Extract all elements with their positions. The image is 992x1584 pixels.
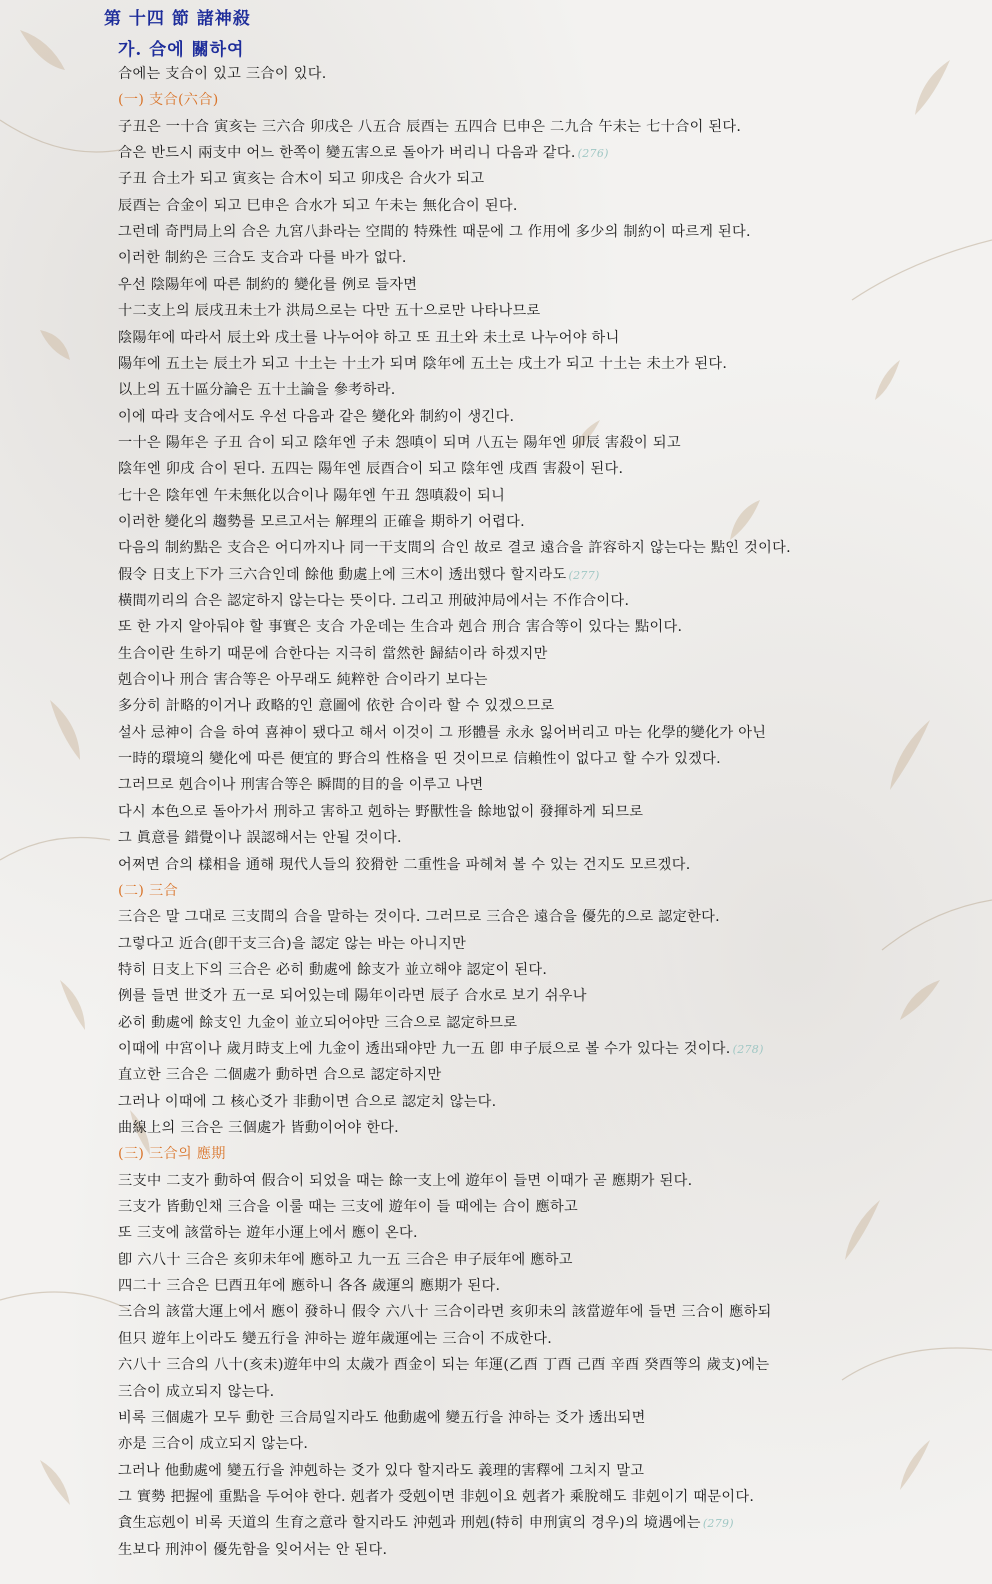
line-text: 必히 動處에 餘支인 九金이 並立되어야만 三合으로 認定하므로 — [118, 1014, 518, 1031]
text-line — [118, 1197, 578, 1217]
text-line — [118, 222, 751, 242]
subsection-title: 가. 合에 關하여 — [118, 40, 245, 60]
line-text: (二) 三合 — [118, 882, 178, 899]
text-line — [118, 354, 727, 374]
line-text: 十二支上의 辰戌丑未土가 洪局으로는 다만 五十으로만 나타나므로 — [118, 303, 541, 320]
text-line — [118, 670, 488, 690]
text-line — [118, 1408, 646, 1428]
footnote-marker[interactable]: (276) — [577, 147, 609, 161]
line-text: 三合의 該當大運上에서 應이 發하니 假令 六八十 三合이라면 亥卯未의 該當遊年에 들면 三合이 應하되 — [118, 1304, 772, 1321]
text-line — [118, 380, 396, 400]
line-text: 다음의 制約點은 支合은 어디까지나 同一干支間의 合인 故로 결코 遠合을 許容하지 않는다는 點인 것이다. — [118, 540, 791, 557]
line-text: 四二十 三合은 巳酉丑年에 應하니 各各 歲運의 應期가 된다. — [118, 1278, 501, 1295]
line-text: 그 實勢 把握에 重點을 두어야 한다. 剋者가 受剋이면 非剋이요 剋者가 乘脫해도 非剋이기 때문이다. — [118, 1488, 755, 1505]
line-text: 特히 日支上下의 三合은 必히 動處에 餘支가 並立해야 認定이 된다. — [118, 961, 548, 978]
text-line — [118, 855, 691, 875]
text-line — [118, 960, 547, 980]
line-text: 이러한 變化의 趨勢를 모르고서는 解理의 正確을 期하기 어렵다. — [118, 513, 525, 530]
section-heading — [118, 90, 219, 110]
line-text: 生보다 刑沖이 優先함을 잊어서는 안 된다. — [118, 1541, 388, 1558]
text-line — [118, 1039, 764, 1060]
text-line — [118, 749, 721, 769]
text-line — [118, 1065, 441, 1085]
text-line — [118, 696, 554, 716]
line-text: 生合이란 生하기 때문에 合한다는 지극히 當然한 歸結이라 하겠지만 — [118, 645, 548, 662]
footnote-marker[interactable]: (277) — [568, 568, 600, 582]
line-text: 다시 本色으로 돌아가서 刑하고 害하고 剋하는 野獸性을 餘地없이 發揮하게 되므로 — [118, 803, 644, 820]
line-text: 多分히 計略的이거나 政略的인 意圖에 依한 合이라 할 수 있겠으므로 — [118, 698, 555, 715]
text-line — [118, 248, 407, 268]
line-text: 그 眞意를 錯覺이나 誤認해서는 안될 것이다. — [118, 830, 402, 847]
text-line — [118, 907, 720, 927]
text-line — [118, 1092, 496, 1112]
text-line — [118, 1013, 517, 1033]
line-text: 그렇다고 近合(卽干支三合)을 認定 않는 바는 아니지만 — [118, 935, 467, 952]
text-line — [118, 1434, 308, 1454]
text-line — [118, 275, 417, 295]
text-line — [118, 1355, 769, 1375]
line-text: 또 三支에 該當하는 遊年小運上에서 應이 온다. — [118, 1225, 418, 1242]
line-text: 陰陽年에 따라서 辰土와 戌土를 나누어야 하고 또 丑土와 未土로 나누어야 하니 — [118, 329, 620, 346]
text-line — [118, 617, 682, 637]
line-text: 陰年엔 卯戌 合이 된다. 五四는 陽年엔 辰酉合이 되고 陰年엔 戌酉 害殺이 된다. — [118, 461, 624, 478]
line-text: 또 한 가지 알아둬야 할 事實은 支合 가운데는 生合과 剋合 刑合 害合等이 있다는 點이다. — [118, 619, 683, 636]
line-text: 橫間끼리의 合은 認定하지 않는다는 뜻이다. 그리고 刑破沖局에서는 不作合이다. — [118, 593, 630, 609]
section-heading — [118, 1144, 226, 1164]
line-text: 合은 반드시 兩支中 어느 한쪽이 變五害으로 돌아가 버리니 다음과 같다. — [118, 145, 576, 162]
text-line — [118, 538, 791, 558]
line-text: 그러나 이때에 그 核心爻가 非動이면 合으로 認定치 않는다. — [118, 1093, 497, 1110]
line-text: 이에 따라 支合에서도 우선 다음과 같은 變化와 制約이 생긴다. — [118, 408, 515, 425]
text-line — [118, 169, 484, 189]
text-line — [118, 117, 741, 137]
footnote-marker[interactable]: (279) — [702, 1517, 734, 1531]
line-text: 亦是 三合이 成立되지 않는다. — [118, 1436, 309, 1453]
line-text: 假令 日支上下가 三六合인데 餘他 動處上에 三木이 透出했다 할지라도 — [118, 566, 567, 583]
line-text: 비록 三個處가 모두 動한 三合局일지라도 他動處에 變五行을 沖하는 爻가 透出되면 — [118, 1409, 646, 1426]
line-text: 子丑 合土가 되고 寅亥는 合木이 되고 卯戌은 合火가 되고 — [118, 171, 485, 188]
line-text: 七十은 陰年엔 午未無化以合이나 陽年엔 午丑 怨嗔殺이 되니 — [118, 487, 506, 504]
text-line — [118, 1382, 274, 1402]
line-text: 卽 六八十 三合은 亥卯未年에 應하고 九一五 三合은 申子辰年에 應하고 — [118, 1251, 573, 1268]
text-line — [118, 644, 548, 664]
text-line — [118, 407, 514, 427]
text-line — [118, 565, 600, 586]
text-line — [118, 301, 540, 321]
text-line — [118, 1276, 500, 1296]
text-line — [118, 433, 681, 453]
line-text: 三合은 말 그대로 三支間의 合을 말하는 것이다. 그러므로 三合은 遠合을 優先的으로 認定한다. — [118, 909, 720, 926]
line-text: (一) 支合(六合) — [118, 92, 219, 109]
line-text: 一時的環境의 變化에 따른 便宜的 野合의 性格을 띤 것이므로 信賴性이 없다고 할 수가 있겠다. — [118, 751, 721, 768]
text-line — [118, 1487, 754, 1507]
line-text: 以上의 五十區分論은 五十土論을 參考하라. — [118, 382, 396, 399]
text-line — [118, 986, 587, 1006]
line-text: 曲線上의 三合은 三個處가 皆動이어야 한다. — [118, 1120, 399, 1136]
text-line — [118, 1118, 399, 1138]
line-text: (三) 三合의 應期 — [118, 1146, 226, 1163]
text-line — [118, 328, 620, 348]
section-title: 第 十四 節 諸神殺 — [104, 9, 251, 29]
line-text: 三支가 皆動인채 三合을 이룰 때는 三支에 遊年이 들 때에는 合이 應하고 — [118, 1199, 579, 1216]
footnote-marker[interactable]: (278) — [732, 1042, 764, 1056]
text-line — [118, 1329, 552, 1349]
line-text: 一十은 陽年은 子丑 合이 되고 陰年엔 子未 怨嗔이 되며 八五는 陽年엔 卯辰 害殺이 되고 — [118, 434, 681, 451]
line-text: 六八十 三合의 八十(亥未)遊年中의 太歲가 酉金이 되는 年運(乙酉 丁酉 己酉 辛酉 癸酉等의 歲支)에는 — [118, 1357, 770, 1374]
text-line — [118, 143, 609, 164]
line-text: 但只 遊年上이라도 變五行을 沖하는 遊年歲運에는 三合이 不成한다. — [118, 1330, 553, 1347]
text-line — [118, 1302, 772, 1322]
line-text: 그러므로 剋合이나 刑害合等은 瞬間的目的을 이루고 나면 — [118, 777, 484, 794]
section-heading — [118, 881, 178, 901]
text-line — [118, 1171, 692, 1191]
text-line — [118, 723, 766, 743]
line-text: 어쩌면 合의 樣相을 通해 現代人들의 狡猾한 二重性을 파헤쳐 볼 수 있는 건지도 모르겠다. — [118, 856, 691, 873]
text-line — [118, 1250, 573, 1270]
line-text: 貪生忘剋이 비록 天道의 生育之意라 할지라도 沖剋과 刑剋(特히 申刑寅의 경우)의 境遇에는 — [118, 1515, 701, 1532]
line-text: 三支中 二支가 動하여 假合이 되었을 때는 餘一支上에 遊年이 들면 이때가 곧 應期가 된다. — [118, 1172, 693, 1189]
text-line — [118, 486, 505, 506]
line-text: 이러한 制約은 三合도 支合과 다를 바가 없다. — [118, 250, 407, 267]
line-text: 陽年에 五土는 辰土가 되고 十土는 十土가 되며 陰年에 五土는 戌土가 되고 十土는 未土가 된다. — [118, 355, 728, 372]
line-text: 설사 忌神이 合을 하여 喜神이 됐다고 해서 이것이 그 形體를 永永 잃어버리고 마는 化學的變化가 아닌 — [118, 724, 767, 741]
text-line — [118, 828, 402, 848]
line-text: 例를 들면 世爻가 五一로 되어있는데 陽年이라면 辰子 合水로 보기 쉬우나 — [118, 988, 587, 1005]
line-text: 그런데 奇門局上의 合은 九宮八卦라는 空間的 特殊性 때문에 그 作用에 多少의 制約이 따르게 된다. — [118, 224, 751, 241]
text-line — [118, 1461, 644, 1481]
text-line — [118, 775, 483, 795]
text-line — [118, 512, 525, 532]
text-line — [118, 1540, 387, 1560]
line-text: 子丑은 一十合 寅亥는 三六合 卯戌은 八五合 辰酉는 五四合 巳申은 二九合 午未는 七十合이 된다. — [118, 118, 742, 135]
line-text: 그러나 他動處에 變五行을 沖剋하는 爻가 있다 할지라도 義理的害釋에 그치지 말고 — [118, 1462, 645, 1479]
line-text: 辰酉는 合金이 되고 巳申은 合水가 되고 午未는 無化合이 된다. — [118, 197, 518, 214]
text-line — [118, 1223, 418, 1243]
line-text: 直立한 三合은 二個處가 動하면 合으로 認定하지만 — [118, 1067, 442, 1084]
line-text: 剋合이나 刑合 害合等은 아무래도 純粹한 合이라기 보다는 — [118, 672, 488, 689]
text-line — [118, 934, 466, 954]
line-text: 우선 陰陽年에 따른 制約的 變化를 例로 들자면 — [118, 276, 418, 293]
text-line — [118, 196, 518, 216]
line-text: 이때에 中宮이나 歲月時支上에 九金이 透出돼야만 九一五 卽 申子辰으로 볼 수가 있다는 것이다. — [118, 1040, 731, 1057]
text-line — [118, 802, 643, 822]
line-text: 合에는 支合이 있고 三合이 있다. — [118, 66, 327, 82]
text-line — [118, 1513, 734, 1534]
text-line — [118, 64, 327, 84]
text-line — [118, 591, 629, 611]
line-text: 三合이 成立되지 않는다. — [118, 1383, 275, 1400]
text-line — [118, 459, 623, 479]
